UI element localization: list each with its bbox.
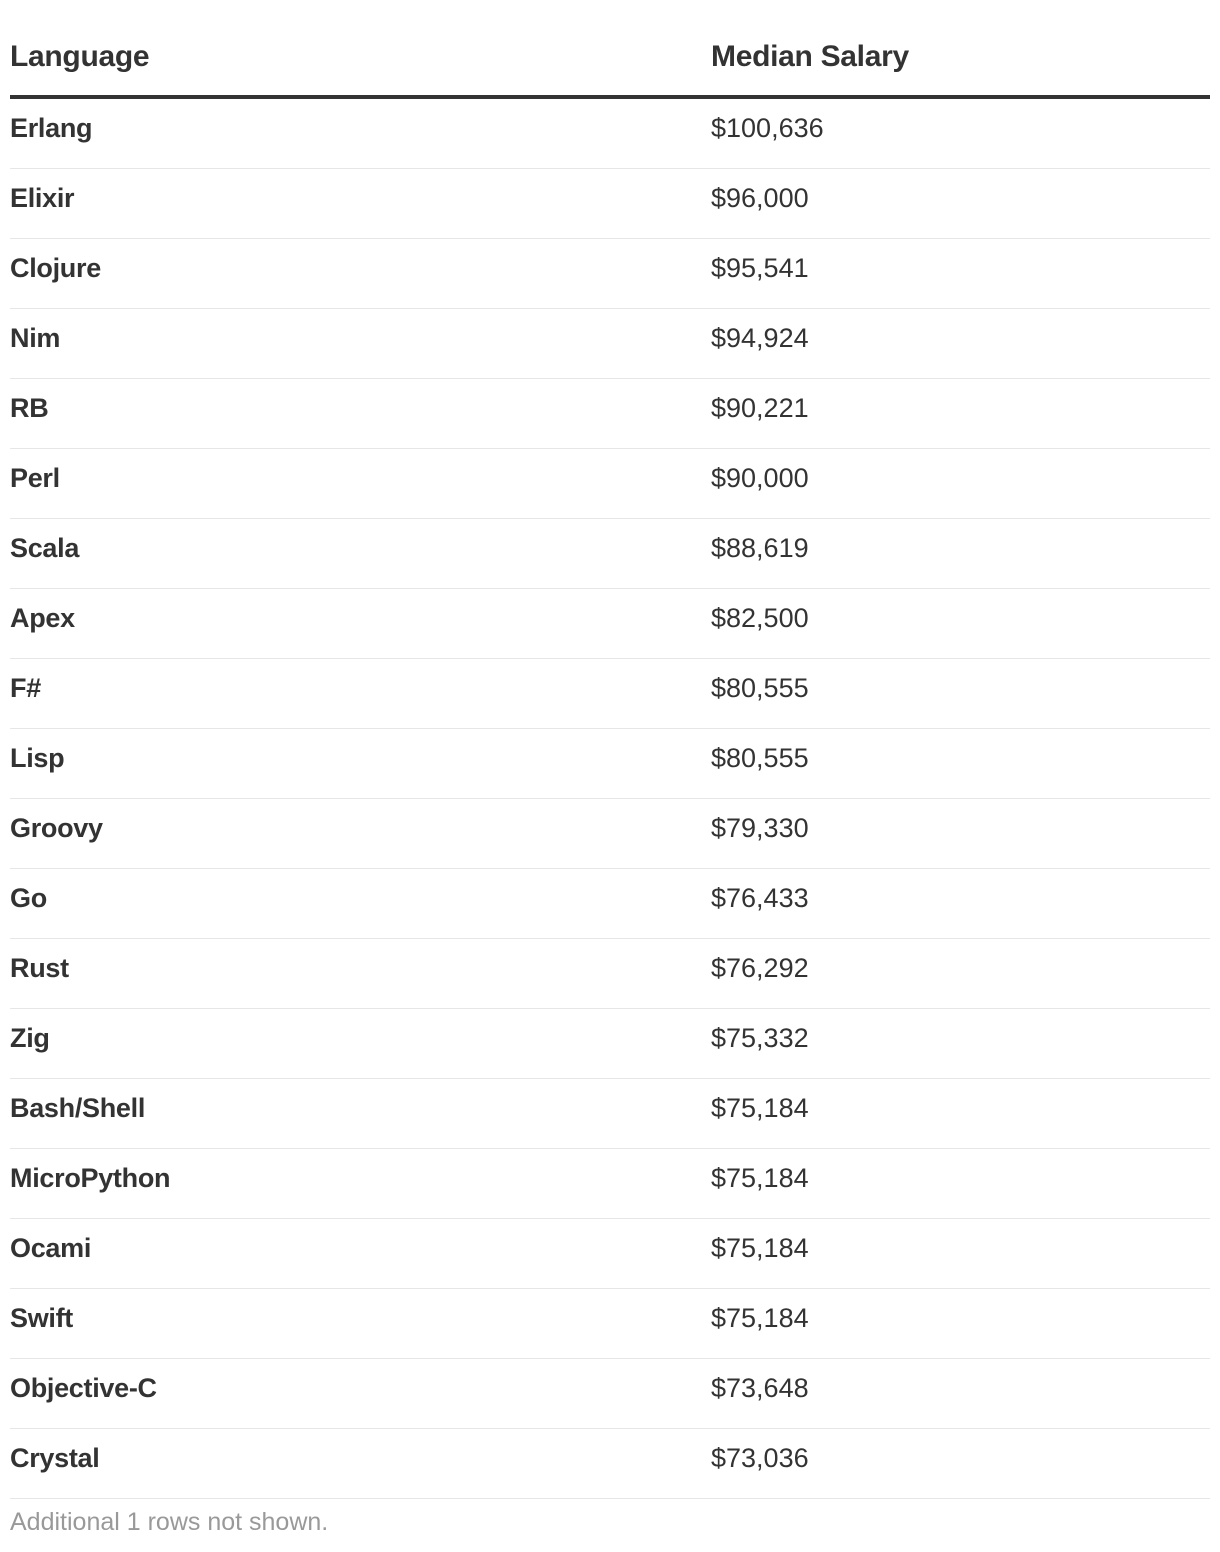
table-row [10, 379, 1210, 449]
salary-cell: $76,292 [711, 953, 809, 983]
salary-cell: $79,330 [711, 813, 809, 843]
salary-cell: $80,555 [711, 743, 809, 773]
salary-cell: $73,648 [711, 1373, 809, 1403]
salary-cell: $96,000 [711, 183, 809, 213]
language-cell: Swift [10, 1303, 73, 1333]
table-row [10, 1149, 1210, 1219]
language-cell: Erlang [10, 113, 93, 143]
language-cell: Bash/Shell [10, 1093, 146, 1123]
language-cell: Go [10, 883, 47, 913]
table-row [10, 309, 1210, 379]
language-cell: Ocami [10, 1233, 92, 1263]
table-row [10, 1429, 1210, 1499]
table-row [10, 869, 1210, 939]
table-row [10, 449, 1210, 519]
language-cell: Crystal [10, 1443, 100, 1473]
salary-cell: $75,184 [711, 1303, 809, 1333]
table-row [10, 659, 1210, 729]
language-cell: Nim [10, 323, 61, 353]
salary-cell: $88,619 [711, 533, 809, 563]
language-cell: Scala [10, 533, 80, 563]
language-cell: F# [10, 673, 41, 703]
table-row [10, 99, 1210, 169]
column-header-median-salary[interactable]: Median Salary [711, 40, 909, 73]
salary-cell: $75,184 [711, 1093, 809, 1123]
table-row [10, 589, 1210, 659]
language-cell: MicroPython [10, 1163, 171, 1193]
table-row [10, 1289, 1210, 1359]
salary-cell: $73,036 [711, 1443, 809, 1473]
language-cell: Zig [10, 1023, 50, 1053]
table-row [10, 1219, 1210, 1289]
language-cell: Groovy [10, 813, 103, 843]
salary-cell: $90,221 [711, 393, 809, 423]
salary-cell: $75,332 [711, 1023, 809, 1053]
language-cell: Clojure [10, 253, 101, 283]
language-cell: RB [10, 393, 49, 423]
salary-cell: $75,184 [711, 1233, 809, 1263]
table-row [10, 799, 1210, 869]
table-row [10, 169, 1210, 239]
salary-cell: $80,555 [711, 673, 809, 703]
salary-cell: $82,500 [711, 603, 809, 633]
table-header [10, 0, 1210, 99]
language-cell: Apex [10, 603, 75, 633]
language-cell: Perl [10, 463, 60, 493]
language-cell: Rust [10, 953, 69, 983]
table-row [10, 519, 1210, 589]
table-row [10, 239, 1210, 309]
salary-cell: $94,924 [711, 323, 809, 353]
language-cell: Lisp [10, 743, 65, 773]
rows-not-shown-note: Additional 1 rows not shown. [10, 1508, 329, 1536]
column-header-language[interactable]: Language [10, 40, 150, 73]
table-row [10, 1359, 1210, 1429]
table-row [10, 1079, 1210, 1149]
table-row [10, 729, 1210, 799]
language-cell: Objective-C [10, 1373, 157, 1403]
language-cell: Elixir [10, 183, 75, 213]
table-row [10, 939, 1210, 1009]
salary-cell: $95,541 [711, 253, 809, 283]
table-row [10, 1009, 1210, 1079]
salary-cell: $75,184 [711, 1163, 809, 1193]
salary-table [10, 0, 1210, 1499]
salary-cell: $90,000 [711, 463, 809, 493]
table-body [10, 99, 1210, 1499]
salary-cell: $100,636 [711, 113, 824, 143]
salary-cell: $76,433 [711, 883, 809, 913]
